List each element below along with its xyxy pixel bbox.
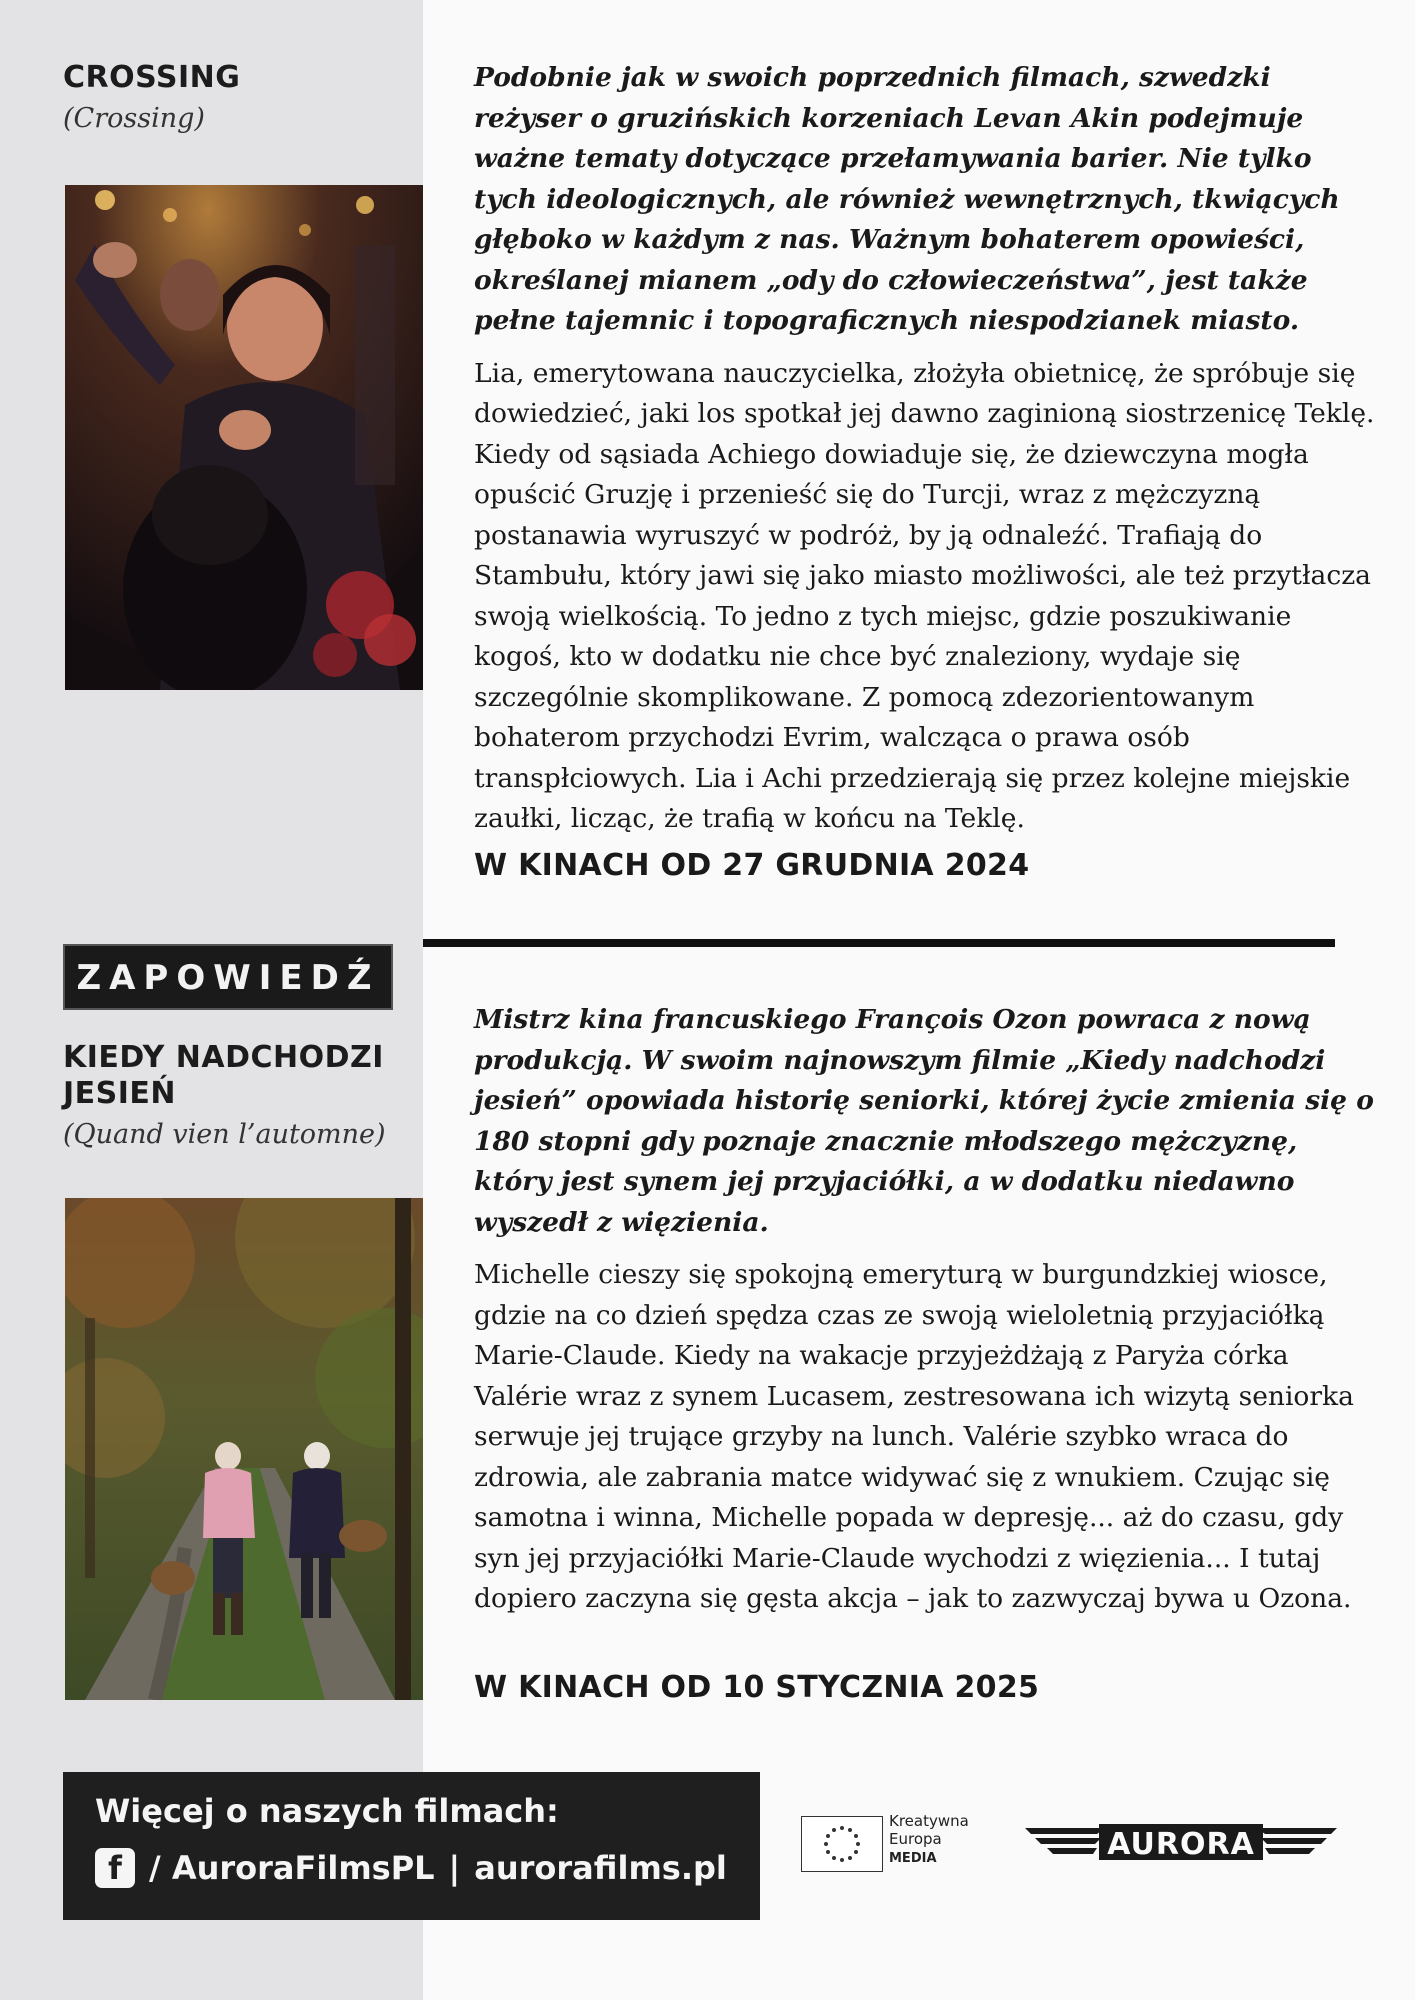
eu-line1: Kreatywna — [889, 1812, 969, 1830]
film1-lead: Podobnie jak w swoich poprzednich filmach, szwedzki reżyser o gruzińskich korzeniach Levan Akin podejmuje ważne tematy dotyczące przełamywania barier. Nie tylko tych ideologicznych, ale również wewnętrznych, tkwiących głęboko w każdym z nas. Ważnym bohaterem opowieści, określanej mianem „ody do człowieczeństwa”, jest także pełne tajemnic i topograficznych niespodzianek miasto. — [474, 62, 1340, 336]
eu-flag-icon — [801, 1816, 883, 1872]
film1-still-art — [65, 185, 423, 690]
film1-release: W KINACH OD 27 GRUDNIA 2024 — [474, 848, 1030, 883]
aurora-wings-icon — [1025, 1818, 1337, 1866]
eu-stars-icon — [802, 1817, 882, 1871]
announcement-badge — [63, 944, 393, 1010]
film2-title-line1: KIEDY NADCHODZI — [63, 1040, 384, 1075]
creative-europe-logo — [801, 1812, 981, 1872]
eu-line2: Europa — [889, 1830, 942, 1848]
footer-links — [95, 1848, 727, 1888]
website-link[interactable]: aurorafilms.pl — [474, 1849, 727, 1887]
eu-line3: MEDIA — [889, 1851, 937, 1866]
film1-original-title: (Crossing) — [63, 103, 205, 134]
film2-release: W KINACH OD 10 STYCZNIA 2025 — [474, 1670, 1040, 1705]
film1-still — [65, 185, 423, 690]
creative-europe-text — [889, 1812, 969, 1868]
aurora-brand-text: AURORA — [1107, 1827, 1255, 1862]
section-divider — [423, 939, 1335, 947]
aurora-logo — [1025, 1818, 1337, 1866]
film1-text — [474, 58, 1379, 840]
facebook-icon[interactable]: f — [95, 1848, 135, 1888]
film2-title-line2: JESIEŃ — [63, 1076, 177, 1111]
footer-box — [63, 1772, 760, 1920]
announcement-label: ZAPOWIEDŹ — [76, 958, 380, 998]
film1-title: CROSSING — [63, 60, 241, 95]
film1-body: Lia, emerytowana nauczycielka, złożyła obietnicę, że spróbuje się dowiedzieć, jaki los spotkał jej dawno zaginioną siostrzenicę Teklę. Kiedy od sąsiada Achiego dowiaduje się, że dziewczyna mogła opuścić Gruzję i przenieść się do Turcji, wraz z mężczyzną postanawia wyruszyć w podróż, by ją odnaleźć. Trafiają do Stambułu, który jawi się jako miasto możliwości, ale też przytłacza swoją wielkością. To jedno z tych miejsc, gdzie poszukiwanie kogoś, kto w dodatku nie chce być znaleziony, wydaje się szczególnie skomplikowane. Z pomocą zdezorientowanym bohaterom przychodzi Evrim, walcząca o prawa osób transpłciowych. Lia i Achi przedzierają się przez kolejne miejskie zaułki, licząc, że trafią w końcu na Teklę. — [474, 357, 1375, 834]
film2-text — [474, 1000, 1379, 1620]
film2-lead: Mistrz kina francuskiego François Ozon powraca z nową produkcją. W swoim najnowszym filmie „Kiedy nadchodzi jesień” opowiada historię seniorki, której życie zmienia się o 180 stopni gdy poznaje znacznie młodszego mężczyznę, który jest synem jej przyjaciółki, a w dodatku niedawno wyszedł z więzienia. — [474, 1004, 1374, 1238]
footer-separator: | — [448, 1849, 461, 1887]
film2-still — [65, 1198, 423, 1700]
film2-still-art — [65, 1198, 423, 1700]
footer-heading: Więcej o naszych filmach: — [95, 1792, 559, 1830]
film2-original-title: (Quand vien l’automne) — [63, 1119, 386, 1150]
film2-body: Michelle cieszy się spokojną emeryturą w burgundzkiej wiosce, gdzie na co dzień spędza czas ze swoją wieloletnią przyjaciółką Marie-Claude. Kiedy na wakacje przyjeżdżają z Paryża córka Valérie wraz z synem Lucasem, zestresowana ich wizytą seniorka serwuje jej trujące grzyby na lunch. Valérie szybko wraca do zdrowia, ale zabrania matce widywać się z wnukiem. Czując się samotna i winna, Michelle popada w depresję... aż do czasu, gdy syn jej przyjaciółki Marie-Claude wychodzi z więzienia... I tutaj dopiero zaczyna się gęsta akcja – jak to zazwyczaj bywa u Ozona. — [474, 1259, 1354, 1614]
facebook-handle-link[interactable]: / AuroraFilmsPL — [149, 1849, 435, 1887]
